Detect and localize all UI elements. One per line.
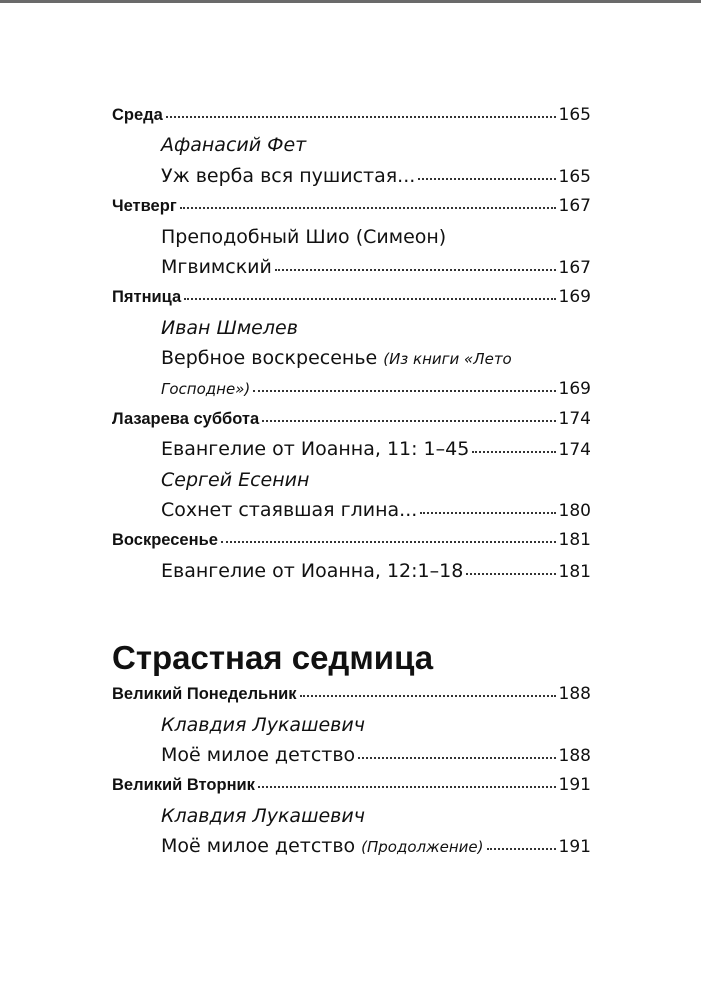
toc-work-entry[interactable] <box>112 495 591 525</box>
entry-title: Воскресенье <box>112 531 218 550</box>
top-border <box>0 0 701 3</box>
dot-leader <box>300 695 556 697</box>
entry-title: Четверг <box>112 197 177 216</box>
entry-title: Лазарева суббота <box>112 409 260 428</box>
toc-entry-continuation[interactable] <box>112 374 591 404</box>
section-heading: Страстная седмица <box>112 639 434 677</box>
dot-leader <box>420 512 555 514</box>
toc-author-entry[interactable] <box>112 465 591 495</box>
page-number: 180 <box>558 501 591 522</box>
dot-leader <box>258 786 556 788</box>
toc-work-entry[interactable] <box>112 556 591 586</box>
toc-author-entry[interactable] <box>112 313 591 343</box>
entry-title: Афанасий Фет <box>161 134 307 157</box>
toc-day-entry[interactable] <box>112 404 591 434</box>
dot-leader <box>466 573 555 575</box>
entry-title: Мгвимский <box>161 255 272 278</box>
entry-title: Великий Понедельник <box>112 685 297 704</box>
toc-author-entry[interactable] <box>112 130 591 160</box>
toc-work-entry[interactable] <box>112 222 591 252</box>
dot-leader <box>166 116 556 118</box>
toc-work-entry[interactable] <box>112 434 591 464</box>
entry-title: Моё милое детство <box>161 835 356 858</box>
toc-day-entry[interactable] <box>112 770 591 800</box>
toc-work-entry[interactable] <box>112 161 591 191</box>
page-number: 188 <box>558 746 591 767</box>
toc-work-entry[interactable] <box>112 740 591 770</box>
page-number: 165 <box>558 105 591 125</box>
dot-leader <box>472 451 555 453</box>
page-number: 174 <box>558 408 591 429</box>
page-number: 181 <box>558 561 591 582</box>
toc-author-entry[interactable] <box>112 710 591 740</box>
toc-work-entry[interactable] <box>112 252 591 282</box>
page-number: 191 <box>558 775 591 796</box>
entry-title: Сергей Есенин <box>161 468 310 491</box>
entry-title: Великий Вторник <box>112 776 255 795</box>
page-number: 169 <box>558 287 591 308</box>
page-number: 167 <box>558 196 591 217</box>
toc-author-entry[interactable] <box>112 801 591 831</box>
entry-title: Среда <box>112 106 163 124</box>
page-number: 174 <box>558 440 591 461</box>
entry-title: Иван Шмелев <box>161 316 298 339</box>
entry-title: Господне») <box>161 379 251 398</box>
entry-title: Клавдия Лукашевич <box>161 713 365 736</box>
entry-title: Сохнет стаявшая глина... <box>161 499 418 522</box>
dot-leader <box>262 420 555 422</box>
page-number: 181 <box>558 530 591 551</box>
dot-leader <box>358 757 555 759</box>
toc-day-entry[interactable] <box>112 282 591 312</box>
entry-title: Преподобный Шио (Симеон) <box>161 225 447 248</box>
table-of-contents <box>112 100 591 862</box>
page-number: 167 <box>558 257 591 278</box>
dot-leader <box>418 178 555 180</box>
dot-leader <box>253 390 555 392</box>
page-number: 191 <box>558 837 591 858</box>
entry-note: (Из книги «Лето <box>383 350 512 369</box>
dot-leader <box>275 269 556 271</box>
entry-title: Вербное воскресенье <box>161 347 378 370</box>
dot-leader <box>487 848 556 850</box>
toc-work-entry[interactable] <box>112 343 591 373</box>
dot-leader <box>180 207 556 209</box>
dot-leader <box>221 541 556 543</box>
entry-title: Пятница <box>112 288 182 307</box>
entry-title: Евангелие от Иоанна, 12:1–18 <box>161 559 464 582</box>
entry-note: (Продолжение) <box>361 838 484 857</box>
dot-leader <box>184 298 555 300</box>
toc-day-entry[interactable] <box>112 679 591 709</box>
entry-title: Моё милое детство <box>161 744 356 767</box>
page-number: 169 <box>558 378 591 399</box>
toc-day-entry[interactable] <box>112 100 591 130</box>
toc-day-entry[interactable] <box>112 191 591 221</box>
entry-title: Евангелие от Иоанна, 11: 1–45 <box>161 438 470 461</box>
page-number: 188 <box>558 684 591 705</box>
page-number: 165 <box>558 166 591 187</box>
toc-work-entry[interactable] <box>112 831 591 861</box>
entry-title: Уж верба вся пушистая... <box>161 164 416 187</box>
toc-day-entry[interactable] <box>112 525 591 555</box>
entry-title: Клавдия Лукашевич <box>161 804 365 827</box>
